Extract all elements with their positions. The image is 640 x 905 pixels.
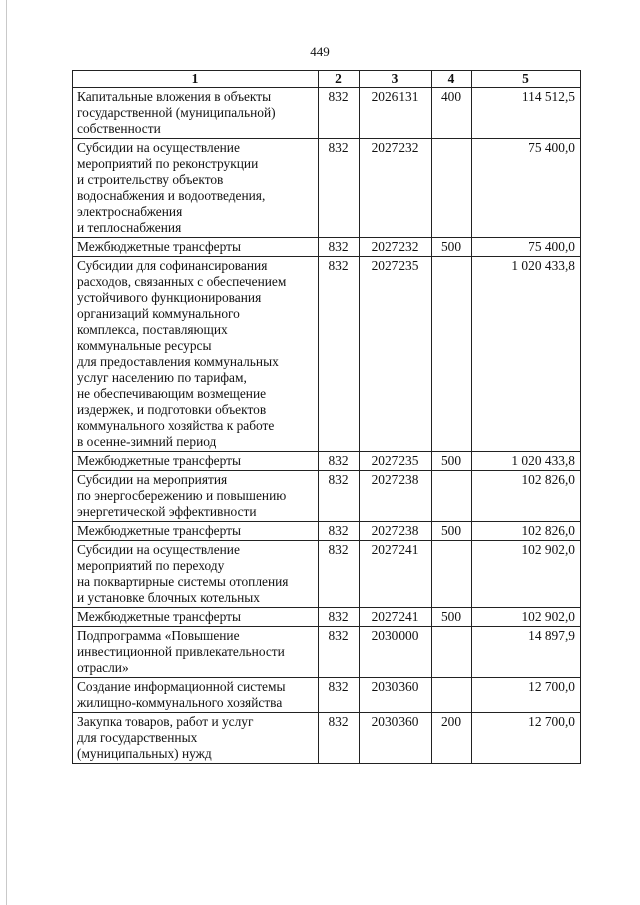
table-row bbox=[73, 257, 581, 452]
row-name bbox=[73, 471, 319, 522]
row-amount: 114 512,5 bbox=[472, 88, 581, 139]
table-row bbox=[73, 541, 581, 608]
row-name-line: инвестиционной привлекательности bbox=[77, 644, 285, 659]
row-name-line: и теплоснабжения bbox=[77, 220, 182, 235]
row-expense-type: 500 bbox=[432, 522, 472, 541]
row-name-line: услуг населению по тарифам, bbox=[77, 370, 247, 385]
row-name-line: мероприятий по переходу bbox=[77, 558, 225, 573]
table-row bbox=[73, 139, 581, 238]
table-row bbox=[73, 471, 581, 522]
row-ministry-code: 832 bbox=[319, 541, 360, 608]
row-name-line: мероприятий по реконструкции bbox=[77, 156, 259, 171]
row-amount: 102 826,0 bbox=[472, 522, 581, 541]
row-ministry-code: 832 bbox=[319, 678, 360, 713]
row-name-line: не обеспечивающим возмещение bbox=[77, 386, 267, 401]
row-target-code: 2027238 bbox=[360, 471, 432, 522]
row-amount: 12 700,0 bbox=[472, 678, 581, 713]
row-name-line: Межбюджетные трансферты bbox=[77, 239, 241, 254]
row-expense-type bbox=[432, 257, 472, 452]
row-name bbox=[73, 88, 319, 139]
row-amount: 12 700,0 bbox=[472, 713, 581, 764]
row-name bbox=[73, 238, 319, 257]
row-name-line: для государственных bbox=[77, 730, 198, 745]
row-name-line: издержек, и подготовки объектов bbox=[77, 402, 267, 417]
row-name-line: организаций коммунального bbox=[77, 306, 240, 321]
row-name-line: и строительству объектов bbox=[77, 172, 224, 187]
row-target-code: 2030000 bbox=[360, 627, 432, 678]
row-amount: 102 826,0 bbox=[472, 471, 581, 522]
row-name-line: Создание информационной системы bbox=[77, 679, 286, 694]
row-expense-type bbox=[432, 678, 472, 713]
table-row bbox=[73, 522, 581, 541]
row-name-line: Субсидии на осуществление bbox=[77, 542, 240, 557]
row-name-line: по энергосбережению и повышению bbox=[77, 488, 287, 503]
row-name-line: Межбюджетные трансферты bbox=[77, 453, 241, 468]
row-name-line: для предоставления коммунальных bbox=[77, 354, 279, 369]
row-name-line: коммунальные ресурсы bbox=[77, 338, 212, 353]
row-target-code: 2027241 bbox=[360, 541, 432, 608]
table-row bbox=[73, 678, 581, 713]
row-name bbox=[73, 608, 319, 627]
row-name-line: Субсидии на мероприятия bbox=[77, 472, 228, 487]
row-name-line: Межбюджетные трансферты bbox=[77, 609, 241, 624]
table-row bbox=[73, 608, 581, 627]
row-name bbox=[73, 522, 319, 541]
row-name-line: энергетической эффективности bbox=[77, 504, 257, 519]
row-amount: 1 020 433,8 bbox=[472, 257, 581, 452]
row-ministry-code: 832 bbox=[319, 238, 360, 257]
row-name-line: в осенне-зимний период bbox=[77, 434, 217, 449]
row-amount: 14 897,9 bbox=[472, 627, 581, 678]
header-col-3: 3 bbox=[360, 71, 432, 88]
row-expense-type: 400 bbox=[432, 88, 472, 139]
page-number: 449 bbox=[310, 44, 330, 59]
row-name-line: Капитальные вложения в объекты bbox=[77, 89, 272, 104]
row-ministry-code: 832 bbox=[319, 139, 360, 238]
row-name-line: Подпрограмма «Повышение bbox=[77, 628, 240, 643]
row-target-code: 2026131 bbox=[360, 88, 432, 139]
row-name-line: устойчивого функционирования bbox=[77, 290, 262, 305]
table-row bbox=[73, 627, 581, 678]
row-name bbox=[73, 627, 319, 678]
row-name-line: расходов, связанных с обеспечением bbox=[77, 274, 287, 289]
row-expense-type bbox=[432, 541, 472, 608]
row-ministry-code: 832 bbox=[319, 713, 360, 764]
row-target-code: 2027241 bbox=[360, 608, 432, 627]
row-amount: 75 400,0 bbox=[472, 238, 581, 257]
row-ministry-code: 832 bbox=[319, 471, 360, 522]
table-row bbox=[73, 238, 581, 257]
row-target-code: 2027232 bbox=[360, 139, 432, 238]
row-expense-type bbox=[432, 627, 472, 678]
row-expense-type bbox=[432, 139, 472, 238]
row-name-line: Закупка товаров, работ и услуг bbox=[77, 714, 254, 729]
row-expense-type: 500 bbox=[432, 452, 472, 471]
row-name-line: государственной (муниципальной) bbox=[77, 105, 276, 120]
row-target-code: 2027235 bbox=[360, 257, 432, 452]
row-target-code: 2027238 bbox=[360, 522, 432, 541]
row-name-line: собственности bbox=[77, 121, 161, 136]
row-name bbox=[73, 257, 319, 452]
row-expense-type: 200 bbox=[432, 713, 472, 764]
row-name-line: отрасли» bbox=[77, 660, 129, 675]
row-name bbox=[73, 713, 319, 764]
row-name-line: электроснабжения bbox=[77, 204, 183, 219]
row-name bbox=[73, 452, 319, 471]
row-ministry-code: 832 bbox=[319, 88, 360, 139]
row-name-line: жилищно-коммунального хозяйства bbox=[77, 695, 283, 710]
row-name-line: (муниципальных) нужд bbox=[77, 746, 212, 761]
row-amount: 75 400,0 bbox=[472, 139, 581, 238]
row-amount: 1 020 433,8 bbox=[472, 452, 581, 471]
row-name bbox=[73, 139, 319, 238]
header-row bbox=[73, 71, 581, 88]
table-row bbox=[73, 713, 581, 764]
row-amount: 102 902,0 bbox=[472, 608, 581, 627]
row-expense-type: 500 bbox=[432, 608, 472, 627]
row-name-line: Субсидии для софинансирования bbox=[77, 258, 268, 273]
row-name-line: на поквартирные системы отопления bbox=[77, 574, 289, 589]
row-name-line: коммунального хозяйства к работе bbox=[77, 418, 275, 433]
row-name bbox=[73, 541, 319, 608]
row-name-line: водоснабжения и водоотведения, bbox=[77, 188, 266, 203]
row-name-line: Субсидии на осуществление bbox=[77, 140, 240, 155]
header-col-2: 2 bbox=[319, 71, 360, 88]
row-name bbox=[73, 678, 319, 713]
page-edge-rule bbox=[6, 0, 7, 905]
row-name-line: комплекса, поставляющих bbox=[77, 322, 228, 337]
row-ministry-code: 832 bbox=[319, 257, 360, 452]
row-name-line: и установке блочных котельных bbox=[77, 590, 260, 605]
row-target-code: 2027232 bbox=[360, 238, 432, 257]
row-expense-type: 500 bbox=[432, 238, 472, 257]
row-expense-type bbox=[432, 471, 472, 522]
row-ministry-code: 832 bbox=[319, 627, 360, 678]
row-name-line: Межбюджетные трансферты bbox=[77, 523, 241, 538]
table-body bbox=[73, 88, 581, 764]
row-target-code: 2030360 bbox=[360, 678, 432, 713]
header-col-4: 4 bbox=[432, 71, 472, 88]
row-ministry-code: 832 bbox=[319, 522, 360, 541]
table-row bbox=[73, 88, 581, 139]
table-row bbox=[73, 452, 581, 471]
row-amount: 102 902,0 bbox=[472, 541, 581, 608]
row-ministry-code: 832 bbox=[319, 452, 360, 471]
row-target-code: 2030360 bbox=[360, 713, 432, 764]
row-target-code: 2027235 bbox=[360, 452, 432, 471]
row-ministry-code: 832 bbox=[319, 608, 360, 627]
header-col-5: 5 bbox=[472, 71, 581, 88]
header-col-1: 1 bbox=[73, 71, 319, 88]
budget-table bbox=[72, 70, 581, 764]
